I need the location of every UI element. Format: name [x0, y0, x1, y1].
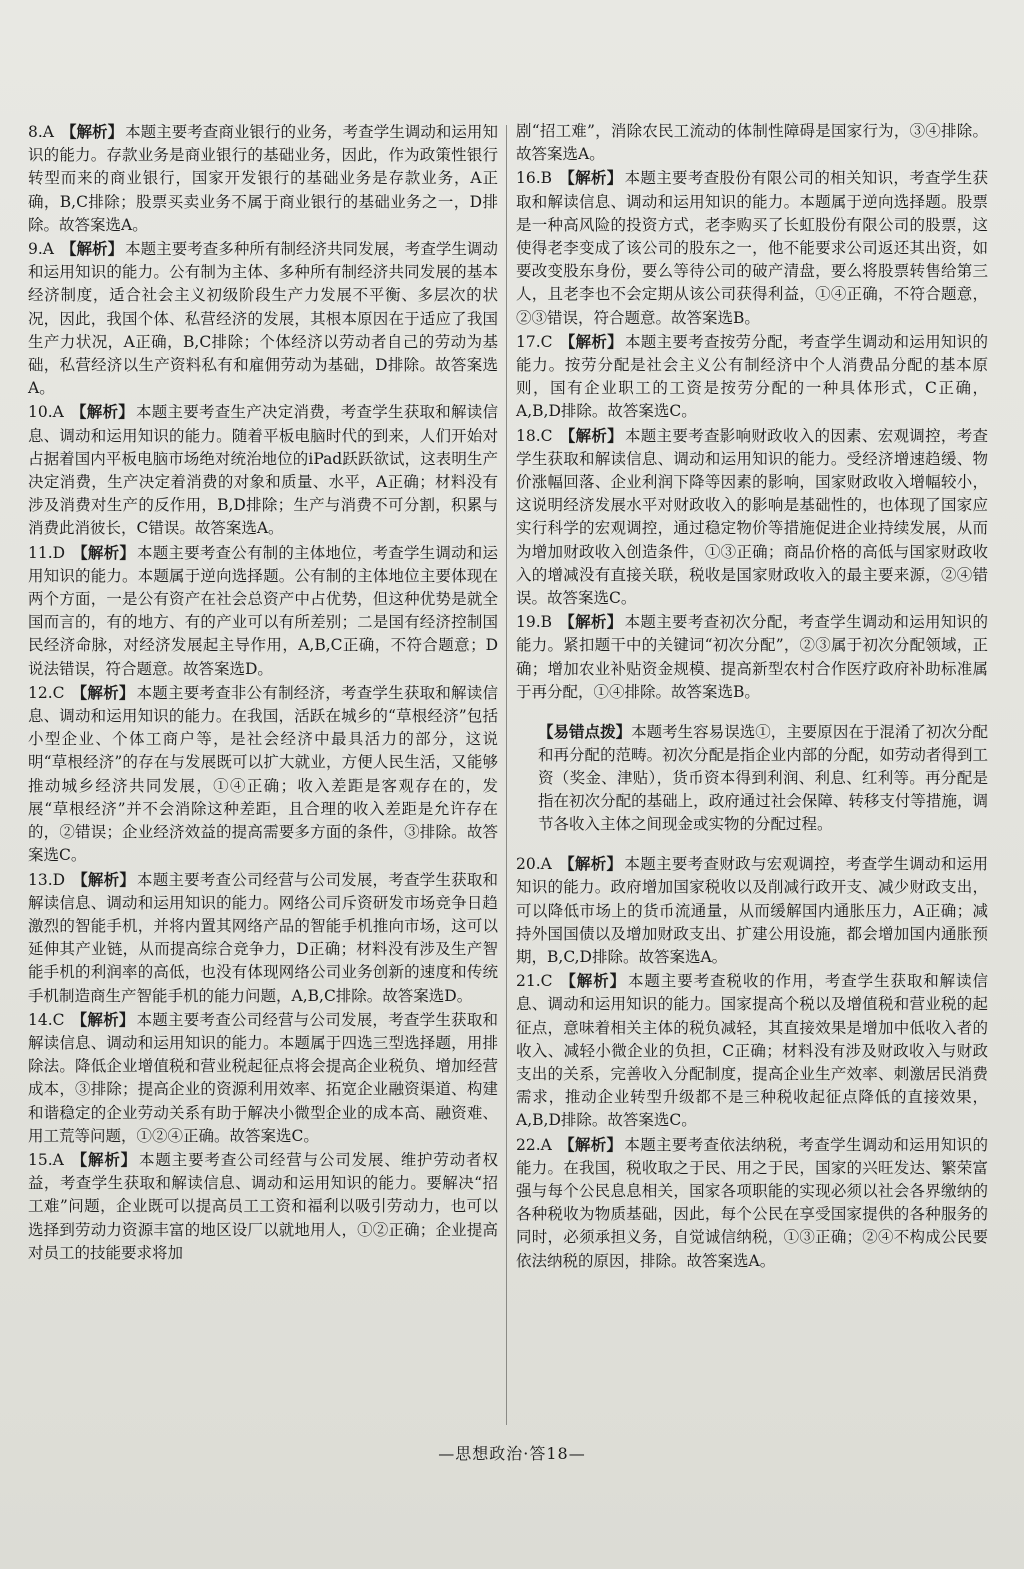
- analysis-tag: 【解析】: [72, 869, 136, 889]
- answer-number: 15.A: [28, 1150, 64, 1169]
- analysis-tag: 【解析】: [72, 542, 136, 562]
- answer-text: 剧“招工难”，消除农民工流动的体制性障碍是国家行为，③④排除。故答案选A。: [516, 122, 988, 164]
- answer-number: 22.A: [516, 1135, 552, 1154]
- analysis-tag: 【解析】: [60, 122, 124, 141]
- answer-number: 20.A: [516, 855, 552, 874]
- analysis-tag: 【解析】: [559, 425, 623, 445]
- answer-number: 19.B: [516, 613, 553, 632]
- answer-text: 本题主要考查股份有限公司的相关知识，考查学生获取和解读信息、调动和运用知识的能力。本题属于逆向选择题。股票是一种高风险的投资方式，老李购买了长虹股份有限公司的股票，这使得老李变成了该公司的股东之一，他不能要求公司返还其出资，如要改变股东身份，要么等待公司的破产清盘，要么将股票转售给第三人，且老李也不会定期从该公司获得利益，①④正确，不符合题意，②③错误，符合题意。故答案选B。: [516, 169, 988, 327]
- answer-item: [28, 120, 498, 237]
- analysis-tag: 【解析】: [559, 168, 623, 188]
- answer-number: 18.C: [516, 426, 553, 445]
- answer-number: 17.C: [516, 332, 553, 351]
- analysis-tag: 【解析】: [559, 1134, 623, 1154]
- answer-number: 12.C: [28, 683, 65, 702]
- answer-item: [516, 1133, 988, 1273]
- answer-item: [516, 424, 988, 611]
- answer-number: 8.A: [28, 123, 54, 141]
- analysis-tag: 【解析】: [60, 239, 124, 259]
- answer-item: [28, 868, 498, 1008]
- answer-text: 本题主要考查公司经营与公司发展，考查学生获取和解读信息、调动和运用知识的能力。本题属于四选三型选择题，用排除法。降低企业增值税和营业税起征点将会提高企业税负、增加经营成本，③排除；提高企业的资源利用效率、拓宽企业融资渠道、构建和谐稳定的企业劳动关系有助于解决小微型企业的成本高、融资难、用工荒等问题，①②④正确。故答案选C。: [28, 1010, 498, 1145]
- answer-text: 本题主要考查初次分配，考查学生调动和运用知识的能力。紧扣题干中的关键词“初次分配”，②③属于初次分配领域，正确；增加农业补贴资金规模、提高新型农村合作医疗政府补助标准属于再分配，①④排除。故答案选B。: [516, 613, 988, 701]
- analysis-tag: 【解析】: [71, 402, 135, 422]
- answer-text: 本题主要考查商业银行的业务，考查学生调动和运用知识的能力。存款业务是商业银行的基础业务，因此，作为政策性银行转型而来的商业银行，国家开发银行的基础业务是存款业务，A正确，B,C排除；股票买卖业务不属于商业银行的基础业务之一，D排除。故答案选A。: [28, 123, 498, 234]
- page-footer: —思想政治·答18—: [438, 1444, 586, 1463]
- answer-item: [516, 330, 988, 424]
- answer-text: 本题主要考查公有制的主体地位，考查学生调动和运用知识的能力。本题属于逆向选择题。公有制的主体地位主要体现在两个方面，一是公有资产在社会总资产中占优势，但这种优势是就全国而言的，有的地方、有的产业可以有所差别；二是国有经济控制国民经济命脉，对经济发展起主导作用，A,B,C正确，不符合题意；D说法错误，符合题意。故答案选D。: [28, 543, 498, 678]
- analysis-tag: 【解析】: [71, 1009, 135, 1029]
- answer-item: [28, 681, 498, 868]
- answer-number: 16.B: [516, 169, 553, 188]
- answer-text: 本题主要考查税收的作用，考查学生获取和解读信息、调动和运用知识的能力。国家提高个税以及增值税和营业税的起征点，意味着相关主体的税负减轻，其直接效果是增加中低收入者的收入、减轻小微企业的负担，C正确；材料没有涉及财政收入与财政支出的关系，完善收入分配制度，提高企业生产效率、刺激居民消费需求，推动企业转型升级都不是三种税收起征点降低的直接效果，A,B,D排除。故答案选C。: [516, 972, 988, 1130]
- left-column: [28, 120, 498, 1265]
- analysis-tag: 【解析】: [559, 331, 623, 351]
- analysis-tag: 【解析】: [559, 854, 623, 874]
- column-divider: [506, 125, 507, 1425]
- answer-number: 21.C: [516, 972, 553, 991]
- analysis-tag: 【解析】: [71, 1149, 138, 1169]
- answer-number: 10.A: [28, 403, 64, 422]
- answer-text: 本题主要考查多种所有制经济共同发展，考查学生调动和运用知识的能力。公有制为主体、多种所有制经济共同发展的基本经济制度，适合社会主义初级阶段生产力发展不平衡、多层次的状况，因此，我国个体、私营经济的发展，其根本原因在于适应了我国生产力状况，A正确，B,C排除；个体经济以劳动者自己的劳动为基础，私营经济以生产资料私有和雇佣劳动为基础，D排除。故答案选A。: [28, 240, 498, 398]
- error-tip: [516, 720, 988, 837]
- answer-item: [516, 852, 988, 969]
- answer-text: 本题主要考查生产决定消费，考查学生获取和解读信息、调动和运用知识的能力。随着平板电脑时代的到来，人们开始对占据着国内平板电脑市场绝对统治地位的iPad跃跃欲试，这表明生产决定消费，生产决定着消费的对象和质量、水平，A正确；材料没有涉及消费对生产的反作用，B,D排除；生产与消费不可分割，积累与消费此消彼长，C错误。故答案选A。: [28, 403, 498, 538]
- answer-item: [28, 1148, 498, 1265]
- answer-text: 本题主要考查公司经营与公司发展，考查学生获取和解读信息、调动和运用知识的能力。网络公司斥资研发市场竞争日趋激烈的智能手机，并将内置其网络产品的智能手机推向市场，这可以延伸其产业链，从而提高综合竞争力，D正确；材料没有涉及生产智能手机的利润率的高低，也没有体现网络公司业务创新的速度和传统手机制造商生产智能手机的能力问题，A,B,C排除。故答案选D。: [28, 870, 498, 1005]
- answer-item: [28, 541, 498, 681]
- answer-text: 本题主要考查非公有制经济，考查学生获取和解读信息、调动和运用知识的能力。在我国，活跃在城乡的“草根经济”包括小型企业、个体工商户等，是社会经济中最具活力的部分，这说明“草根经济”的存在与发展既可以扩大就业，方便人民生活，又能够推动城乡经济共同发展，①④正确；收入差距是客观存在的，发展“草根经济”并不会消除这种差距，且合理的收入差距是允许存在的，②错误；企业经济效益的提高需要多方面的条件，③排除。故答案选C。: [28, 683, 498, 865]
- answer-item: [28, 400, 498, 540]
- answer-number: 14.C: [28, 1010, 65, 1029]
- right-column: [516, 120, 988, 1273]
- answer-text: 本题主要考查依法纳税，考查学生调动和运用知识的能力。在我国，税收取之于民、用之于民，国家的兴旺发达、繁荣富强与每个公民息息相关，国家各项职能的实现必须以社会各界缴纳的各种税收为物质基础，因此，每个公民在享受国家提供的各种服务的同时，必须承担义务，自觉诚信纳税，①③正确；②④不构成公民要依法纳税的原因，排除。故答案选A。: [516, 1135, 988, 1270]
- answer-item: [516, 969, 988, 1132]
- answer-text: 本题主要考查财政与宏观调控，考查学生调动和运用知识的能力。政府增加国家税收以及削减行政开支、减少财政支出，可以降低市场上的货币流通量，从而缓解国内通胀压力，A正确；减持外国国债以及增加财政支出、扩建公用设施，都会增加国内通胀预期，B,C,D排除。故答案选A。: [516, 855, 988, 966]
- answer-item: [516, 166, 988, 329]
- answer-number: 13.D: [28, 870, 66, 889]
- error-tip-text: 本题考生容易误选①，主要原因在于混淆了初次分配和再分配的范畴。初次分配是指企业内部的分配，如劳动者得到工资（奖金、津贴），货币资本得到利润、利息、红利等。再分配是指在初次分配的基础上，政府通过社会保障、转移支付等措施，调节各收入主体之间现金或实物的分配过程。: [538, 722, 988, 834]
- answer-item: [28, 1008, 498, 1148]
- answer-text: 本题主要考查影响财政收入的因素、宏观调控，考查学生获取和解读信息、调动和运用知识的能力。受经济增速趋缓、物价涨幅回落、企业利润下降等因素的影响，国家财政收入增幅较小，这说明经济发展水平对财政收入的影响是基础性的，也体现了国家应实行科学的宏观调控，通过稳定物价等措施促进企业持续发展，从而为增加财政收入创造条件，①③正确；商品价格的高低与国家财政收入的增减没有直接关联，税收是国家财政收入的最主要来源，②④错误。故答案选C。: [516, 426, 988, 608]
- analysis-tag: 【解析】: [560, 971, 626, 991]
- answer-text: 本题主要考查公司经营与公司发展、维护劳动者权益，考查学生获取和解读信息、调动和运用知识的能力。要解决“招工难”问题，企业既可以提高员工工资和福利以吸引劳动力，也可以选择到劳动力资源丰富的地区设厂以就地用人，①②正确；企业提高对员工的技能要求将加: [28, 1150, 498, 1262]
- analysis-tag: 【解析】: [71, 682, 135, 702]
- answer-text: 本题主要考查按劳分配，考查学生调动和运用知识的能力。按劳分配是社会主义公有制经济中个人消费品分配的基本原则，国有企业职工的工资是按劳分配的一种具体形式，C正确，A,B,D排除。故答案选C。: [516, 332, 988, 421]
- answer-item: [28, 237, 498, 400]
- error-tip-tag: 【易错点拨】: [538, 721, 632, 741]
- answer-number: 11.D: [28, 543, 66, 562]
- answer-item: [516, 610, 988, 704]
- analysis-tag: 【解析】: [559, 612, 623, 632]
- answer-number: 9.A: [28, 240, 54, 259]
- answer-continuation: [516, 120, 988, 166]
